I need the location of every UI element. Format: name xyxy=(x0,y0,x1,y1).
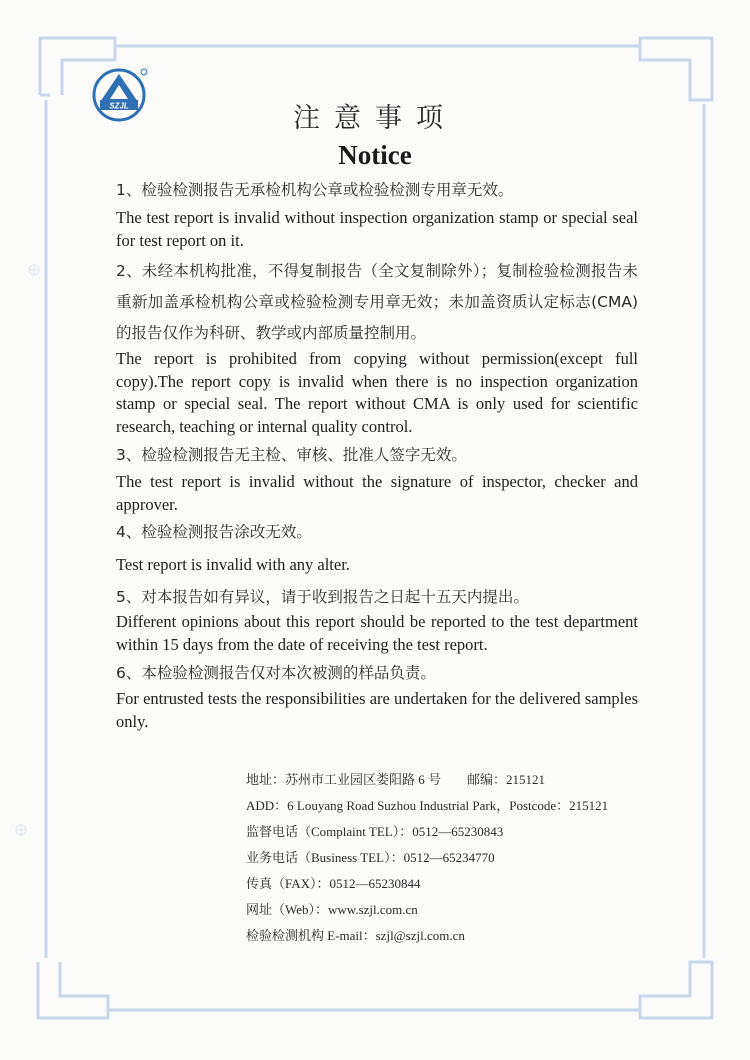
svg-text:SZJL: SZJL xyxy=(109,101,129,111)
notice-3-chinese: 3、检验检测报告无主检、审核、批准人签字无效。 xyxy=(116,446,467,464)
notice-4-english: Test report is invalid with any alter. xyxy=(116,555,350,574)
fax-number: 传真（FAX）：0512—65230844 xyxy=(246,876,421,891)
notice-title-english: Notice xyxy=(338,140,412,170)
notice-6-english: For entrusted tests the responsibilities are undertaken for the delivered samples only. xyxy=(116,689,638,731)
notice-title-chinese: 注意事项 xyxy=(293,103,457,134)
complaint-telephone: 监督电话（Complaint TEL）：0512—65230843 xyxy=(246,824,504,839)
notice-1-english: The test report is invalid without inspection organization stamp or special seal for test report on it. xyxy=(116,208,638,250)
notice-2-chinese: 2、未经本机构批准，不得复制报告（全文复制除外）；复制检验检测报告未重新加盖承检机构公章或检验检测专用章无效；未加盖资质认定标志(CMA)的报告仅作为科研、教学或内部质量控制用。 xyxy=(116,262,638,342)
business-telephone: 业务电话（Business TEL）：0512—65234770 xyxy=(246,850,495,865)
address-english: ADD：6 Louyang Road Suzhou Industrial Park，Postcode：215121 xyxy=(246,798,609,813)
notice-5-english: Different opinions about this report should be reported to the test department within 15 days from the date of receiving the test report. xyxy=(116,612,638,654)
notice-5-chinese: 5、对本报告如有异议，请于收到报告之日起十五天内提出。 xyxy=(116,588,529,606)
website: 网址（Web）：www.szjl.com.cn xyxy=(246,902,418,917)
email-address: 检验检测机构 E-mail：szjl@szjl.com.cn xyxy=(246,928,465,943)
notice-3-english: The test report is invalid without the signature of inspector, checker and approver. xyxy=(116,472,638,514)
notice-2-english: The report is prohibited from copying without permission(except full copy).The report copy is invalid when there is no inspection organization stamp or special seal. The report without CMA is only used for scientific research, teaching or internal quality control. xyxy=(116,349,638,436)
notice-6-chinese: 6、本检验检测报告仅对本次被测的样品负责。 xyxy=(116,664,436,682)
address-chinese: 地址：苏州市工业园区娄阳路 6 号 邮编：215121 xyxy=(246,772,546,787)
notice-1-chinese: 1、检验检测报告无承检机构公章或检验检测专用章无效。 xyxy=(116,181,514,199)
notice-4-chinese: 4、检验检测报告涂改无效。 xyxy=(116,523,312,541)
